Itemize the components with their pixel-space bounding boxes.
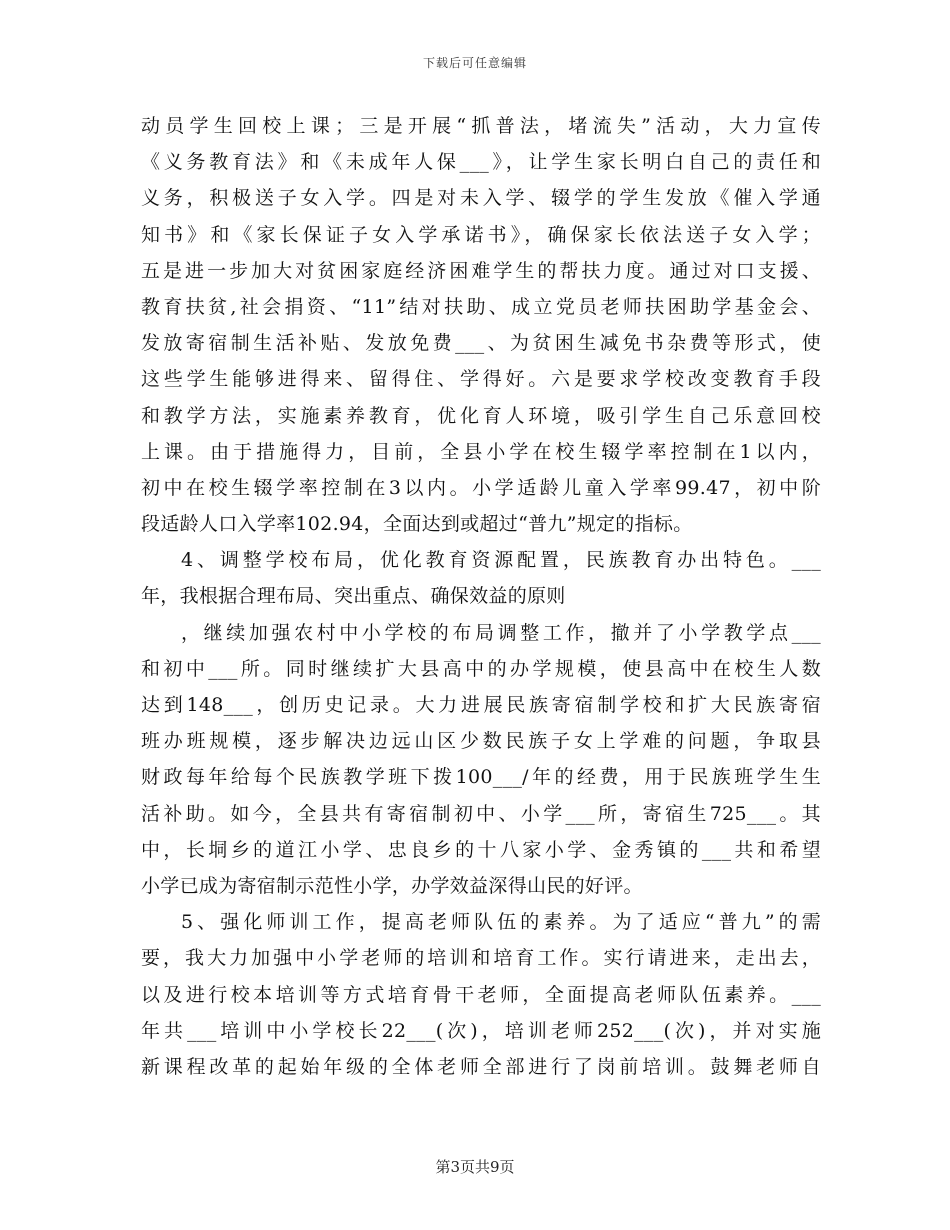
text-line: 这些学生能够进得来、留得住、学得好。六是要求学校改变教育手段 bbox=[141, 368, 821, 391]
text-line: 《义务教育法》和《未成年人保___》，让学生家长明白自己的责任和 bbox=[141, 151, 821, 174]
text-line: 动员学生回校上课；三是开展“抓普法，堵流失”活动，大力宣传 bbox=[141, 115, 821, 137]
text-line: 义务，积极送子女入学。四是对未入学、辍学的学生发放《催入学通 bbox=[141, 187, 821, 210]
text-line: 班办班规模，逐步解决边远山区少数民族子女上学难的问题，争取县 bbox=[141, 730, 821, 753]
text-line: 教育扶贫,社会捐资、“11”结对扶助、成立党员老师扶困助学基金会、 bbox=[141, 295, 821, 318]
page-number-footer: 第3页共9页 bbox=[435, 1158, 515, 1176]
text-line: 达到148___，创历史记录。大力进展民族寄宿制学校和扩大民族寄宿 bbox=[141, 694, 821, 716]
text-line: 知书》和《家长保证子女入学承诺书》，确保家长依法送子女入学； bbox=[141, 223, 821, 246]
text-line: 活补助。如今，全县共有寄宿制初中、小学___所，寄宿生725___。其 bbox=[141, 802, 821, 825]
body-text bbox=[141, 108, 821, 1085]
text-line: 上课。由于措施得力，目前，全县小学在校生辍学率控制在1以内， bbox=[141, 440, 821, 463]
text-line: 财政每年给每个民族教学班下拨100___/年的经费，用于民族班学生生 bbox=[141, 766, 821, 789]
page-header: 下载后可任意编辑 bbox=[422, 56, 527, 70]
text-line: 年，我根据合理布局、突出重点、确保效益的原则 bbox=[141, 585, 566, 608]
paragraph-end-line: 段适龄人口入学率102.94，全面达到或超过“普九”规定的指标。 bbox=[141, 513, 693, 536]
paragraph-end-line: 小学已成为寄宿制示范性小学，办学效益深得山民的好评。 bbox=[141, 874, 643, 897]
text-line: 发放寄宿制生活补贴、发放免费___、为贫困生减免书杂费等形式，使 bbox=[141, 332, 821, 355]
section-5-heading-line: 5、强化师训工作，提高老师队伍的素养。为了适应“普九”的需 bbox=[181, 911, 821, 934]
text-line: 年共___培训中小学校长22___(次)，培训老师252___(次)，并对实施 bbox=[141, 1019, 821, 1042]
text-line: 要，我大力加强中小学老师的培训和培育工作。实行请进来，走出去， bbox=[141, 947, 821, 970]
text-line: 新课程改革的起始年级的全体老师全部进行了岗前培训。鼓舞老师自 bbox=[141, 1055, 821, 1078]
section-4-heading-line: 4、调整学校布局，优化教育资源配置，民族教育办出特色。___ bbox=[181, 549, 821, 572]
text-line: 初中在校生辍学率控制在3以内。小学适龄儿童入学率99.47，初中阶 bbox=[141, 476, 821, 499]
text-line: ，继续加强农村中小学校的布局调整工作，撤并了小学教学点___ bbox=[181, 621, 821, 644]
text-line: 和初中___所。同时继续扩大县高中的办学规模，使县高中在校生人数 bbox=[141, 657, 821, 680]
text-line: 和教学方法，实施素养教育，优化育人环境，吸引学生自己乐意回校 bbox=[141, 404, 821, 427]
text-line: 中，长垌乡的道江小学、忠良乡的十八家小学、金秀镇的___共和希望 bbox=[141, 838, 821, 861]
text-line: 以及进行校本培训等方式培育骨干老师，全面提高老师队伍素养。___ bbox=[141, 983, 821, 1006]
text-line: 五是进一步加大对贫困家庭经济困难学生的帮扶力度。通过对口支援、 bbox=[141, 259, 821, 282]
